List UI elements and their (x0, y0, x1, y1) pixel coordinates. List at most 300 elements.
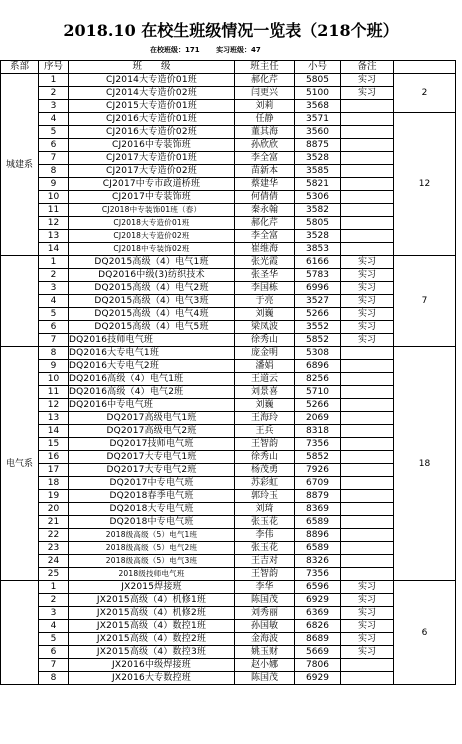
note-cell (341, 477, 394, 490)
class-name: JX2015高级（4）机修1班 (69, 594, 235, 607)
group-count: 6 (394, 581, 456, 685)
teacher-name: 王道云 (235, 373, 295, 386)
class-name: DQ2016大专电气1班 (69, 347, 235, 360)
note-cell (341, 425, 394, 438)
short-number: 6596 (295, 581, 341, 594)
class-name: JX2015高级（4）机修2班 (69, 607, 235, 620)
class-name: DQ2016大专电气2班 (69, 360, 235, 373)
short-number: 3585 (295, 165, 341, 178)
short-number: 6896 (295, 360, 341, 373)
row-index: 4 (39, 295, 69, 308)
note-cell (341, 243, 394, 256)
row-index: 2 (39, 269, 69, 282)
table-row (1, 477, 456, 490)
row-index: 12 (39, 217, 69, 230)
class-name: JX2015焊接班 (69, 581, 235, 594)
row-index: 7 (39, 659, 69, 672)
short-number: 5852 (295, 451, 341, 464)
note-cell (341, 165, 394, 178)
note-cell (341, 113, 394, 126)
note-cell: 实习 (341, 269, 394, 282)
short-number: 6589 (295, 516, 341, 529)
note-cell: 实习 (341, 282, 394, 295)
group-count: 12 (394, 113, 456, 256)
teacher-name: 蔡建华 (235, 178, 295, 191)
class-name: CJ2018大专造价01班 (69, 217, 235, 230)
class-name: DQ2017高级电气1班 (69, 412, 235, 425)
short-number: 3853 (295, 243, 341, 256)
note-cell: 实习 (341, 581, 394, 594)
row-index: 7 (39, 334, 69, 347)
note-cell: 实习 (341, 633, 394, 646)
row-index: 6 (39, 139, 69, 152)
row-index: 6 (39, 321, 69, 334)
row-index: 11 (39, 204, 69, 217)
class-name: DQ2017高级电气2班 (69, 425, 235, 438)
table-row (1, 152, 456, 165)
teacher-name: 李伟 (235, 529, 295, 542)
class-name: DQ2017大专电气1班 (69, 451, 235, 464)
teacher-name: 孙欣欣 (235, 139, 295, 152)
header-extra (394, 61, 456, 74)
note-cell (341, 451, 394, 464)
row-index: 3 (39, 282, 69, 295)
class-name: CJ2018中专装饰02班 (69, 243, 235, 256)
short-number: 6826 (295, 620, 341, 633)
row-index: 7 (39, 152, 69, 165)
short-number: 3568 (295, 100, 341, 113)
row-index: 1 (39, 256, 69, 269)
table-row (1, 256, 456, 269)
note-cell (341, 191, 394, 204)
teacher-name: 刘莉 (235, 100, 295, 113)
note-cell (341, 347, 394, 360)
short-number: 6589 (295, 542, 341, 555)
note-cell (341, 386, 394, 399)
row-index: 9 (39, 360, 69, 373)
table-row (1, 620, 456, 633)
class-name: CJ2014大专造价01班 (69, 74, 235, 87)
class-name: CJ2014大专造价02班 (69, 87, 235, 100)
class-name: DQ2016中专电气班 (69, 399, 235, 412)
table-row (1, 282, 456, 295)
table-row (1, 399, 456, 412)
class-name: CJ2017中专市政道桥班 (69, 178, 235, 191)
group-count: 18 (394, 347, 456, 581)
row-index: 8 (39, 672, 69, 685)
note-cell: 实习 (341, 87, 394, 100)
short-number: 8369 (295, 503, 341, 516)
short-number: 8896 (295, 529, 341, 542)
teacher-name: 李全富 (235, 152, 295, 165)
class-name: CJ2017大专造价01班 (69, 152, 235, 165)
dept-cell: 城建系 (1, 74, 39, 256)
table-row (1, 646, 456, 659)
row-index: 2 (39, 594, 69, 607)
note-cell: 实习 (341, 321, 394, 334)
table-row (1, 126, 456, 139)
table-row (1, 581, 456, 594)
note-cell (341, 412, 394, 425)
internship-count: 实习班级：47 (216, 46, 261, 54)
row-index: 21 (39, 516, 69, 529)
teacher-name: 闫更兴 (235, 87, 295, 100)
summary-line (150, 45, 275, 55)
short-number: 8875 (295, 139, 341, 152)
class-name: CJ2016大专造价02班 (69, 126, 235, 139)
row-index: 4 (39, 620, 69, 633)
note-cell: 实习 (341, 646, 394, 659)
teacher-name: 李全富 (235, 230, 295, 243)
row-index: 5 (39, 308, 69, 321)
table-row (1, 490, 456, 503)
note-cell (341, 373, 394, 386)
teacher-name: 张玉花 (235, 516, 295, 529)
table-row (1, 373, 456, 386)
table-row (1, 139, 456, 152)
short-number: 7806 (295, 659, 341, 672)
table-row (1, 555, 456, 568)
note-cell (341, 217, 394, 230)
table-row (1, 308, 456, 321)
note-cell (341, 438, 394, 451)
table-row (1, 633, 456, 646)
table-row (1, 321, 456, 334)
note-cell (341, 672, 394, 685)
table-row (1, 74, 456, 87)
table-row (1, 204, 456, 217)
short-number: 3571 (295, 113, 341, 126)
header-dept: 系部 (1, 61, 39, 74)
note-cell (341, 204, 394, 217)
header-note: 备注 (341, 61, 394, 74)
row-index: 4 (39, 113, 69, 126)
header-phone: 小号 (295, 61, 341, 74)
note-cell (341, 230, 394, 243)
header-index: 序号 (39, 61, 69, 74)
short-number: 3552 (295, 321, 341, 334)
short-number: 7356 (295, 568, 341, 581)
short-number: 6929 (295, 594, 341, 607)
teacher-name: 张玉花 (235, 542, 295, 555)
class-name: CJ2018大专造价02班 (69, 230, 235, 243)
table-row (1, 438, 456, 451)
row-index: 16 (39, 451, 69, 464)
note-cell (341, 399, 394, 412)
header-row (1, 61, 456, 74)
short-number: 8879 (295, 490, 341, 503)
teacher-name: 徐秀山 (235, 451, 295, 464)
teacher-name: 董其海 (235, 126, 295, 139)
row-index: 3 (39, 607, 69, 620)
note-cell (341, 555, 394, 568)
table-row (1, 568, 456, 581)
table-row (1, 295, 456, 308)
note-cell (341, 490, 394, 503)
table-row (1, 334, 456, 347)
note-cell: 实习 (341, 334, 394, 347)
row-index: 5 (39, 633, 69, 646)
short-number: 5306 (295, 191, 341, 204)
teacher-name: 苏彩虹 (235, 477, 295, 490)
teacher-name: 刘巍 (235, 399, 295, 412)
short-number: 8326 (295, 555, 341, 568)
teacher-name: 陈国茂 (235, 594, 295, 607)
short-number: 2069 (295, 412, 341, 425)
short-number: 3560 (295, 126, 341, 139)
short-number: 5669 (295, 646, 341, 659)
in-school-count: 在校班级：171 (150, 46, 200, 54)
class-name: DQ2018大专电气班 (69, 503, 235, 516)
class-name: DQ2017大专电气2班 (69, 464, 235, 477)
short-number: 5266 (295, 308, 341, 321)
note-cell (341, 659, 394, 672)
short-number: 7926 (295, 464, 341, 477)
teacher-name: 孙国敏 (235, 620, 295, 633)
teacher-name: 王智韵 (235, 438, 295, 451)
table-row (1, 542, 456, 555)
group-count: 2 (394, 74, 456, 113)
note-cell (341, 529, 394, 542)
table-row (1, 243, 456, 256)
short-number: 5852 (295, 334, 341, 347)
class-name: JX2015高级（4）数控3班 (69, 646, 235, 659)
row-index: 19 (39, 490, 69, 503)
table-row (1, 230, 456, 243)
row-index: 6 (39, 646, 69, 659)
class-name: 2018级高级（5）电气2班 (69, 542, 235, 555)
class-name: JX2016中级焊接班 (69, 659, 235, 672)
note-cell (341, 139, 394, 152)
teacher-name: 李华 (235, 581, 295, 594)
table-row (1, 217, 456, 230)
row-index: 5 (39, 126, 69, 139)
row-index: 2 (39, 87, 69, 100)
table-row (1, 191, 456, 204)
teacher-name: 庞金明 (235, 347, 295, 360)
class-name: JX2015高级（4）数控2班 (69, 633, 235, 646)
teacher-name: 潘娟 (235, 360, 295, 373)
class-name: JX2016大专数控班 (69, 672, 235, 685)
teacher-name: 张圣华 (235, 269, 295, 282)
note-cell: 实习 (341, 594, 394, 607)
short-number: 5805 (295, 217, 341, 230)
table-row (1, 113, 456, 126)
teacher-name: 李国栋 (235, 282, 295, 295)
row-index: 17 (39, 464, 69, 477)
short-number: 8256 (295, 373, 341, 386)
class-name: DQ2018中专电气班 (69, 516, 235, 529)
group-count: 7 (394, 256, 456, 347)
short-number: 5821 (295, 178, 341, 191)
table-row (1, 87, 456, 100)
class-name: CJ2017大专造价02班 (69, 165, 235, 178)
row-index: 12 (39, 399, 69, 412)
dept-cell (1, 581, 39, 685)
header-teacher: 班主任 (235, 61, 295, 74)
note-cell (341, 503, 394, 516)
class-name: CJ2016中专装饰班 (69, 139, 235, 152)
teacher-name: 王智韵 (235, 568, 295, 581)
table-row (1, 672, 456, 685)
row-index: 11 (39, 386, 69, 399)
class-name: 2018级高级（5）电气1班 (69, 529, 235, 542)
row-index: 18 (39, 477, 69, 490)
teacher-name: 徐秀山 (235, 334, 295, 347)
teacher-name: 何倩倩 (235, 191, 295, 204)
class-name: DQ2016技师电气班 (69, 334, 235, 347)
class-name: DQ2016中级(3)纺织技术 (69, 269, 235, 282)
teacher-name: 郝化芹 (235, 74, 295, 87)
short-number: 3528 (295, 230, 341, 243)
class-name: 2018级高级（5）电气3班 (69, 555, 235, 568)
class-name: JX2015高级（4）数控1班 (69, 620, 235, 633)
teacher-name: 郝化芹 (235, 217, 295, 230)
table-row (1, 529, 456, 542)
table-row (1, 165, 456, 178)
teacher-name: 赵小娜 (235, 659, 295, 672)
table-row (1, 386, 456, 399)
short-number: 7356 (295, 438, 341, 451)
note-cell (341, 152, 394, 165)
short-number: 8318 (295, 425, 341, 438)
note-cell (341, 126, 394, 139)
short-number: 3528 (295, 152, 341, 165)
short-number: 6369 (295, 607, 341, 620)
teacher-name: 杨茂勇 (235, 464, 295, 477)
note-cell: 实习 (341, 620, 394, 633)
teacher-name: 张光霞 (235, 256, 295, 269)
row-index: 13 (39, 230, 69, 243)
table-row (1, 607, 456, 620)
class-name: DQ2015高级（4）电气3班 (69, 295, 235, 308)
short-number: 6996 (295, 282, 341, 295)
row-index: 15 (39, 438, 69, 451)
class-name: DQ2015高级（4）电气2班 (69, 282, 235, 295)
row-index: 14 (39, 243, 69, 256)
row-index: 1 (39, 74, 69, 87)
short-number: 5783 (295, 269, 341, 282)
class-name: 2018级技师电气班 (69, 568, 235, 581)
teacher-name: 金海波 (235, 633, 295, 646)
class-name: DQ2015高级（4）电气1班 (69, 256, 235, 269)
teacher-name: 郭玲玉 (235, 490, 295, 503)
row-index: 14 (39, 425, 69, 438)
table-row (1, 425, 456, 438)
table-row (1, 178, 456, 191)
table-row (1, 659, 456, 672)
teacher-name: 秦永翰 (235, 204, 295, 217)
teacher-name: 刘琦 (235, 503, 295, 516)
note-cell (341, 178, 394, 191)
class-name: DQ2018春季电气班 (69, 490, 235, 503)
class-name: CJ2015大专造价01班 (69, 100, 235, 113)
note-cell (341, 568, 394, 581)
row-index: 8 (39, 347, 69, 360)
note-cell (341, 100, 394, 113)
row-index: 8 (39, 165, 69, 178)
row-index: 22 (39, 529, 69, 542)
table-row (1, 503, 456, 516)
table-row (1, 412, 456, 425)
table-row (1, 451, 456, 464)
row-index: 13 (39, 412, 69, 425)
note-cell: 实习 (341, 295, 394, 308)
row-index: 9 (39, 178, 69, 191)
row-index: 20 (39, 503, 69, 516)
class-name: DQ2017技师电气班 (69, 438, 235, 451)
note-cell (341, 464, 394, 477)
note-cell: 实习 (341, 256, 394, 269)
table-row (1, 360, 456, 373)
table-row (1, 269, 456, 282)
short-number: 3527 (295, 295, 341, 308)
teacher-name: 王海玲 (235, 412, 295, 425)
table-row (1, 464, 456, 477)
row-index: 10 (39, 191, 69, 204)
table-row (1, 516, 456, 529)
note-cell (341, 542, 394, 555)
teacher-name: 陈国茂 (235, 672, 295, 685)
note-cell: 实习 (341, 607, 394, 620)
short-number: 6929 (295, 672, 341, 685)
page-title: 2018.10 在校生班级情况一览表（218个班） (63, 21, 399, 40)
teacher-name: 王兵 (235, 425, 295, 438)
note-cell (341, 360, 394, 373)
teacher-name: 刘景喜 (235, 386, 295, 399)
class-name: CJ2018中专装饰01班（春） (69, 204, 235, 217)
teacher-name: 刘秀丽 (235, 607, 295, 620)
table-row (1, 100, 456, 113)
class-name: DQ2016高级（4）电气1班 (69, 373, 235, 386)
table-row (1, 347, 456, 360)
short-number: 6709 (295, 477, 341, 490)
row-index: 25 (39, 568, 69, 581)
class-name: CJ2017中专装饰班 (69, 191, 235, 204)
dept-cell: 电气系 (1, 347, 39, 581)
class-name: DQ2016高级（4）电气2班 (69, 386, 235, 399)
row-index: 10 (39, 373, 69, 386)
class-name: DQ2017中专电气班 (69, 477, 235, 490)
note-cell (341, 516, 394, 529)
note-cell: 实习 (341, 74, 394, 87)
short-number: 5266 (295, 399, 341, 412)
row-index: 23 (39, 542, 69, 555)
class-table (0, 60, 456, 685)
row-index: 1 (39, 581, 69, 594)
teacher-name: 梁凤波 (235, 321, 295, 334)
note-cell: 实习 (341, 308, 394, 321)
short-number: 8689 (295, 633, 341, 646)
row-index: 3 (39, 100, 69, 113)
short-number: 5710 (295, 386, 341, 399)
teacher-name: 王吉对 (235, 555, 295, 568)
short-number: 5308 (295, 347, 341, 360)
class-name: CJ2016大专造价01班 (69, 113, 235, 126)
short-number: 3582 (295, 204, 341, 217)
short-number: 5805 (295, 74, 341, 87)
short-number: 6166 (295, 256, 341, 269)
table-row (1, 594, 456, 607)
header-class: 班 级 (69, 61, 235, 74)
class-name: DQ2015高级（4）电气4班 (69, 308, 235, 321)
teacher-name: 苗新本 (235, 165, 295, 178)
dept-cell (1, 256, 39, 347)
short-number: 5100 (295, 87, 341, 100)
teacher-name: 刘巍 (235, 308, 295, 321)
teacher-name: 任静 (235, 113, 295, 126)
teacher-name: 姚玉财 (235, 646, 295, 659)
